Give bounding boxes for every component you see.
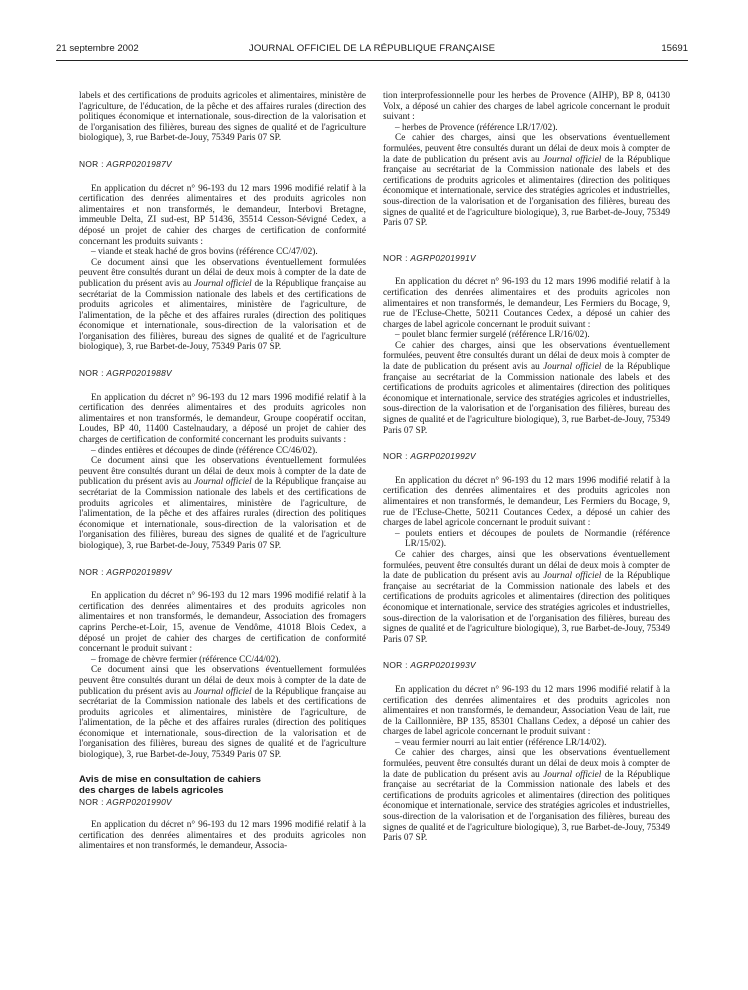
left-column: [79, 91, 366, 852]
right-column: [383, 91, 670, 844]
header-rule: [56, 60, 688, 61]
nor-reference: NOR : AGRP0201993V: [383, 660, 476, 671]
paragraph: Ce document ainsi que les observations éventuellement formulées peuvent être consultés durant un délai de deux mois à compter de la date de publication du présent avis au Journal officiel de la République française au secrétariat de la Commission nationale des labels et des certifications de produits agricoles et alimentaires, ministère de l'agriculture, de l'alimentation, de la pêche et des affaires rurales (direction des politiques économique et internationale, sous-direction de la valorisation et de l'organisation des filières, bureau des signes de qualité et de l'agriculture biologique), 3, rue Barbet-de-Jouy, 75349 Paris 07 SP.: [79, 456, 366, 551]
paragraph: Ce cahier des charges, ainsi que les observations éventuellement formulées, peuvent être consultés durant un délai de deux mois à compter de la date de publication du présent avis au Journal officiel de la République française au secrétariat de la Commission nationale des labels et des certifications de produits agricoles et alimentaires (direction des politiques économique et internationale, service des stratégies agricoles et industrielles, sous-direction de la valorisation et de l'organisation des filières, bureau des signes de qualité et de l'agriculture biologique), 3, rue Barbet-de-Jouy, 75349 Paris 07 SP.: [383, 549, 670, 645]
list-item: – veau fermier nourri au lait entier (référence LR/14/02).: [395, 737, 607, 748]
journal-title: JOURNAL OFFICIEL DE LA RÉPUBLIQUE FRANÇAISE: [248, 43, 496, 54]
paragraph: labels et des certifications de produits agricoles et alimentaires, ministère de l'agriculture, de l'éducation, de la pêche et des affaires rurales (direction des politiques économique et internationale, sous-direction de la valorisation et de l'organisation des filières, bureau des signes de qualité et de l'agriculture biologique), 3, rue Barbet-de-Jouy, 75349 Paris 07 SP.: [79, 91, 366, 144]
nor-reference: NOR : AGRP0201991V: [383, 252, 476, 263]
paragraph: En application du décret n° 96-193 du 12 mars 1996 modifié relatif à la certification des denrées alimentaires et des produits agricoles non alimentaires et non transformés, le demandeur, Les Fermiers du Bocage, 9, rue de l'Ecluse-Chette, 50211 Coutances Cedex, a déposé un cahier des charges de label agricole concernant le produit suivant :: [383, 475, 670, 529]
list-item: – poulet blanc fermier surgelé (référence LR/16/02).: [395, 330, 590, 341]
list-item: – fromage de chèvre fermier (référence CC/44/02).: [91, 654, 281, 665]
paragraph: Ce cahier des charges, ainsi que les observations éventuellement formulées, peuvent être consultés durant un délai de deux mois à compter de la date de publication du présent avis au Journal officiel de la République française au secrétariat de la Commission nationale des labels et des certifications de produits agricoles et alimentaires (direction des politiques économique et internationale, service des stratégies agricoles et industrielles, sous-direction de la valorisation et de l'organisation des filières, bureau des signes de qualité et de l'agriculture biologique), 3, rue Barbet-de-Jouy, 75349 Paris 07 SP.: [383, 133, 670, 229]
nor-reference: NOR : AGRP0201992V: [383, 451, 476, 462]
paragraph: Ce cahier des charges, ainsi que les observations éventuellement formulées, peuvent être consultés durant un délai de deux mois à compter de la date de publication du présent avis au Journal officiel de la République française au secrétariat de la Commission nationale des labels et des certifications de produits agricoles et alimentaires (direction des politiques économique et internationale, service des stratégies agricoles et industrielles, sous-direction de la valorisation et de l'organisation des filières, bureau des signes de qualité et de l'agriculture biologique), 3, rue Barbet-de-Jouy, 75349 Paris 07 SP.: [383, 340, 670, 436]
paragraph: En application du décret n° 96-193 du 12 mars 1996 modifié relatif à la certification des denrées alimentaires et des produits agricoles non alimentaires et non transformés, le demandeur, Interbovi Bretagne, immeuble Delta, ZI sud-est, BP 51436, 35514 Cesson-Sévigné Cedex, a déposé un projet de cahier des charges de certification de conformité concernant les produits suivants :: [79, 183, 366, 247]
list-item: – viande et steak haché de gros bovins (référence CC/47/02).: [91, 247, 318, 258]
paragraph: Ce cahier des charges, ainsi que les observations éventuellement formulées, peuvent être consultés durant un délai de deux mois à compter de la date de publication du présent avis au Journal officiel de la République française au secrétariat de la Commission nationale des labels et des certifications de produits agricoles et alimentaires (direction des politiques économique et internationale, service des stratégies agricoles et industrielles, sous-direction de la valorisation et de l'organisation des filières, bureau des signes de qualité et de l'agriculture biologique), 3, rue Barbet-de-Jouy, 75349 Paris 07 SP.: [383, 748, 670, 844]
list-item: – dindes entières et découpes de dinde (référence CC/46/02).: [91, 445, 318, 456]
paragraph: tion interprofessionnelle pour les herbes de Provence (AIHP), BP 8, 04130 Volx, a déposé un cahier des charges de label agricole concernant le produit suivant :: [383, 91, 670, 123]
paragraph: Ce document ainsi que les observations éventuellement formulées peuvent être consultés durant un délai de deux mois à compter de la date de publication du présent avis au Journal officiel de la République française au secrétariat de la Commission nationale des labels et des certifications de produits agricoles et alimentaires, ministère de l'agriculture, de l'alimentation, de la pêche et des affaires rurales (direction des politiques économique et internationale, sous-direction de la valorisation et de l'organisation des filières, bureau des signes de qualité et de l'agriculture biologique), 3, rue Barbet-de-Jouy, 75349 Paris 07 SP.: [79, 257, 366, 353]
paragraph: En application du décret n° 96-193 du 12 mars 1996 modifié relatif à la certification des denrées alimentaires et des produits agricoles non alimentaires et non transformés, le demandeur, Association Veau de lait, rue de la Caillonnière, BP 135, 85301 Challans Cedex, a déposé un cahier des charges de label agricole concernant le produit suivant :: [383, 684, 670, 738]
paragraph: En application du décret n° 96-193 du 12 mars 1996 modifié relatif à la certification des denrées alimentaires et des produits agricoles non alimentaires et non transformés, le demandeur, Groupe coopératif occitan, Loudes, BP 40, 11400 Castelnaudary, a déposé un projet de cahier des charges de certification de conformité concernant les produits suivants :: [79, 392, 366, 446]
page-number: 15691: [661, 43, 688, 54]
nor-reference: NOR : AGRP0201988V: [79, 368, 172, 379]
paragraph: En application du décret n° 96-193 du 12 mars 1996 modifié relatif à la certification des denrées alimentaires et des produits agricoles non alimentaires et non transformés, le demandeur, Les Fermiers du Bocage, 9, rue de l'Ecluse-Chette, 50211 Coutances Cedex, a déposé un cahier des charges de label agricole concernant le produit suivant :: [383, 277, 670, 330]
list-item: – poulets entiers et découpes de poulets de Normandie (référence LR/15/02).: [395, 528, 670, 550]
paragraph: En application du décret n° 96-193 du 12 mars 1996 modifié relatif à la certification des denrées alimentaires et des produits agricoles non alimentaires et non transformés, le demandeur, Associa-: [79, 820, 366, 852]
nor-reference: NOR : AGRP0201987V: [79, 158, 172, 169]
nor-reference: NOR : AGRP0201990V: [79, 796, 172, 807]
paragraph: Ce document ainsi que les observations éventuellement formulées peuvent être consultés durant un délai de deux mois à compter de la date de publication du présent avis au Journal officiel de la République française au secrétariat de la Commission nationale des labels et des certifications de produits agricoles et alimentaires, ministère de l'agriculture, de l'alimentation, de la pêche et des affaires rurales (direction des politiques économique et internationale, sous-direction de la valorisation et de l'organisation des filières, bureau des signes de qualité et de l'agriculture biologique), 3, rue Barbet-de-Jouy, 75349 Paris 07 SP.: [79, 665, 366, 761]
publication-date: 21 septembre 2002: [56, 43, 139, 54]
page-header: [56, 41, 688, 57]
section-title: des charges de labels agricoles: [79, 784, 224, 796]
paragraph: En application du décret n° 96-193 du 12 mars 1996 modifié relatif à la certification des denrées alimentaires et des produits agricoles non alimentaires et non transformés, le demandeur, Association des fromagers caprins Perche-et-Loir, 15, avenue de Vendôme, 41018 Blois Cedex, a déposé un projet de cahier des charges de certification de conformité concernant le produit suivant :: [79, 591, 366, 655]
nor-reference: NOR : AGRP0201989V: [79, 566, 172, 577]
list-item: – herbes de Provence (référence LR/17/02).: [395, 122, 558, 133]
section-title: Avis de mise en consultation de cahiers: [79, 773, 261, 785]
